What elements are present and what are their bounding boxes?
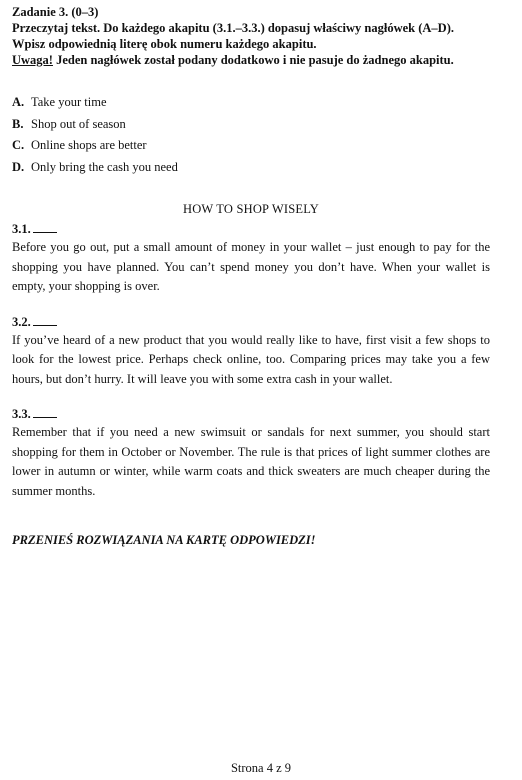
- answer-blank[interactable]: [33, 222, 57, 233]
- paragraph-3-3: Remember that if you need a new swimsuit or sandals for next summer, you should start shopping for them in October or November. The rule is that prices of light summer clothes are lower in autumn or winter, while warm coats and thick sweaters are much cheaper during the summer months.: [12, 425, 490, 498]
- option-letter: B.: [12, 116, 24, 131]
- answer-blank[interactable]: [33, 315, 57, 326]
- page-number: Strona 4 z 9: [230, 761, 292, 775]
- transfer-answers-note: PRZENIEŚ ROZWIĄZANIA NA KARTĘ ODPOWIEDZI!: [12, 533, 316, 547]
- paragraph-label-3-3: 3.3.: [12, 405, 490, 423]
- option-text: Online shops are better: [31, 138, 147, 152]
- warning-text: Jeden nagłówek został podany dodatkowo i nie pasuje do żadnego akapitu.: [52, 53, 454, 67]
- option-a: [12, 92, 490, 114]
- paragraph-3-2: If you’ve heard of a new product that you would really like to have, first visit a few shops to look for the lowest price. Perhaps check online, too. Comparing prices may take you a few hours, but don’t hurry. It will leave you with some extra cash in your wallet.: [12, 332, 490, 386]
- task-title: Zadanie 3. (0–3): [12, 5, 99, 19]
- option-d: [12, 157, 490, 179]
- option-c: [12, 135, 490, 157]
- heading-options-list: [12, 92, 490, 178]
- paragraph-3-1: Before you go out, put a small amount of money in your wallet – just enough to pay for the shopping you have planned. You can’t spend money you don’t have. When your wallet is empty, your shopping is over.: [12, 240, 490, 293]
- text-title: HOW TO SHOP WISELY: [182, 202, 320, 216]
- exam-page: [12, 4, 490, 549]
- option-text: Shop out of season: [31, 116, 126, 131]
- warning-label: Uwaga!: [12, 53, 53, 67]
- instruction-line-2: Wpisz odpowiednią literę obok numeru każdego akapitu.: [12, 37, 317, 51]
- option-text: Only bring the cash you need: [31, 159, 178, 174]
- option-letter: A.: [12, 95, 25, 109]
- option-text: Take your time: [31, 95, 107, 109]
- instruction-line-1: Przeczytaj tekst. Do każdego akapitu (3.1.–3.3.) dopasuj właściwy nagłówek (A–D).: [12, 21, 454, 35]
- paragraph-label-3-2: 3.2.: [12, 313, 490, 331]
- option-letter: C.: [12, 138, 25, 152]
- answer-blank[interactable]: [33, 407, 57, 418]
- option-b: [12, 114, 490, 136]
- paragraph-label-3-1: 3.1.: [12, 220, 490, 238]
- option-letter: D.: [12, 159, 25, 174]
- task-instruction: [12, 20, 490, 68]
